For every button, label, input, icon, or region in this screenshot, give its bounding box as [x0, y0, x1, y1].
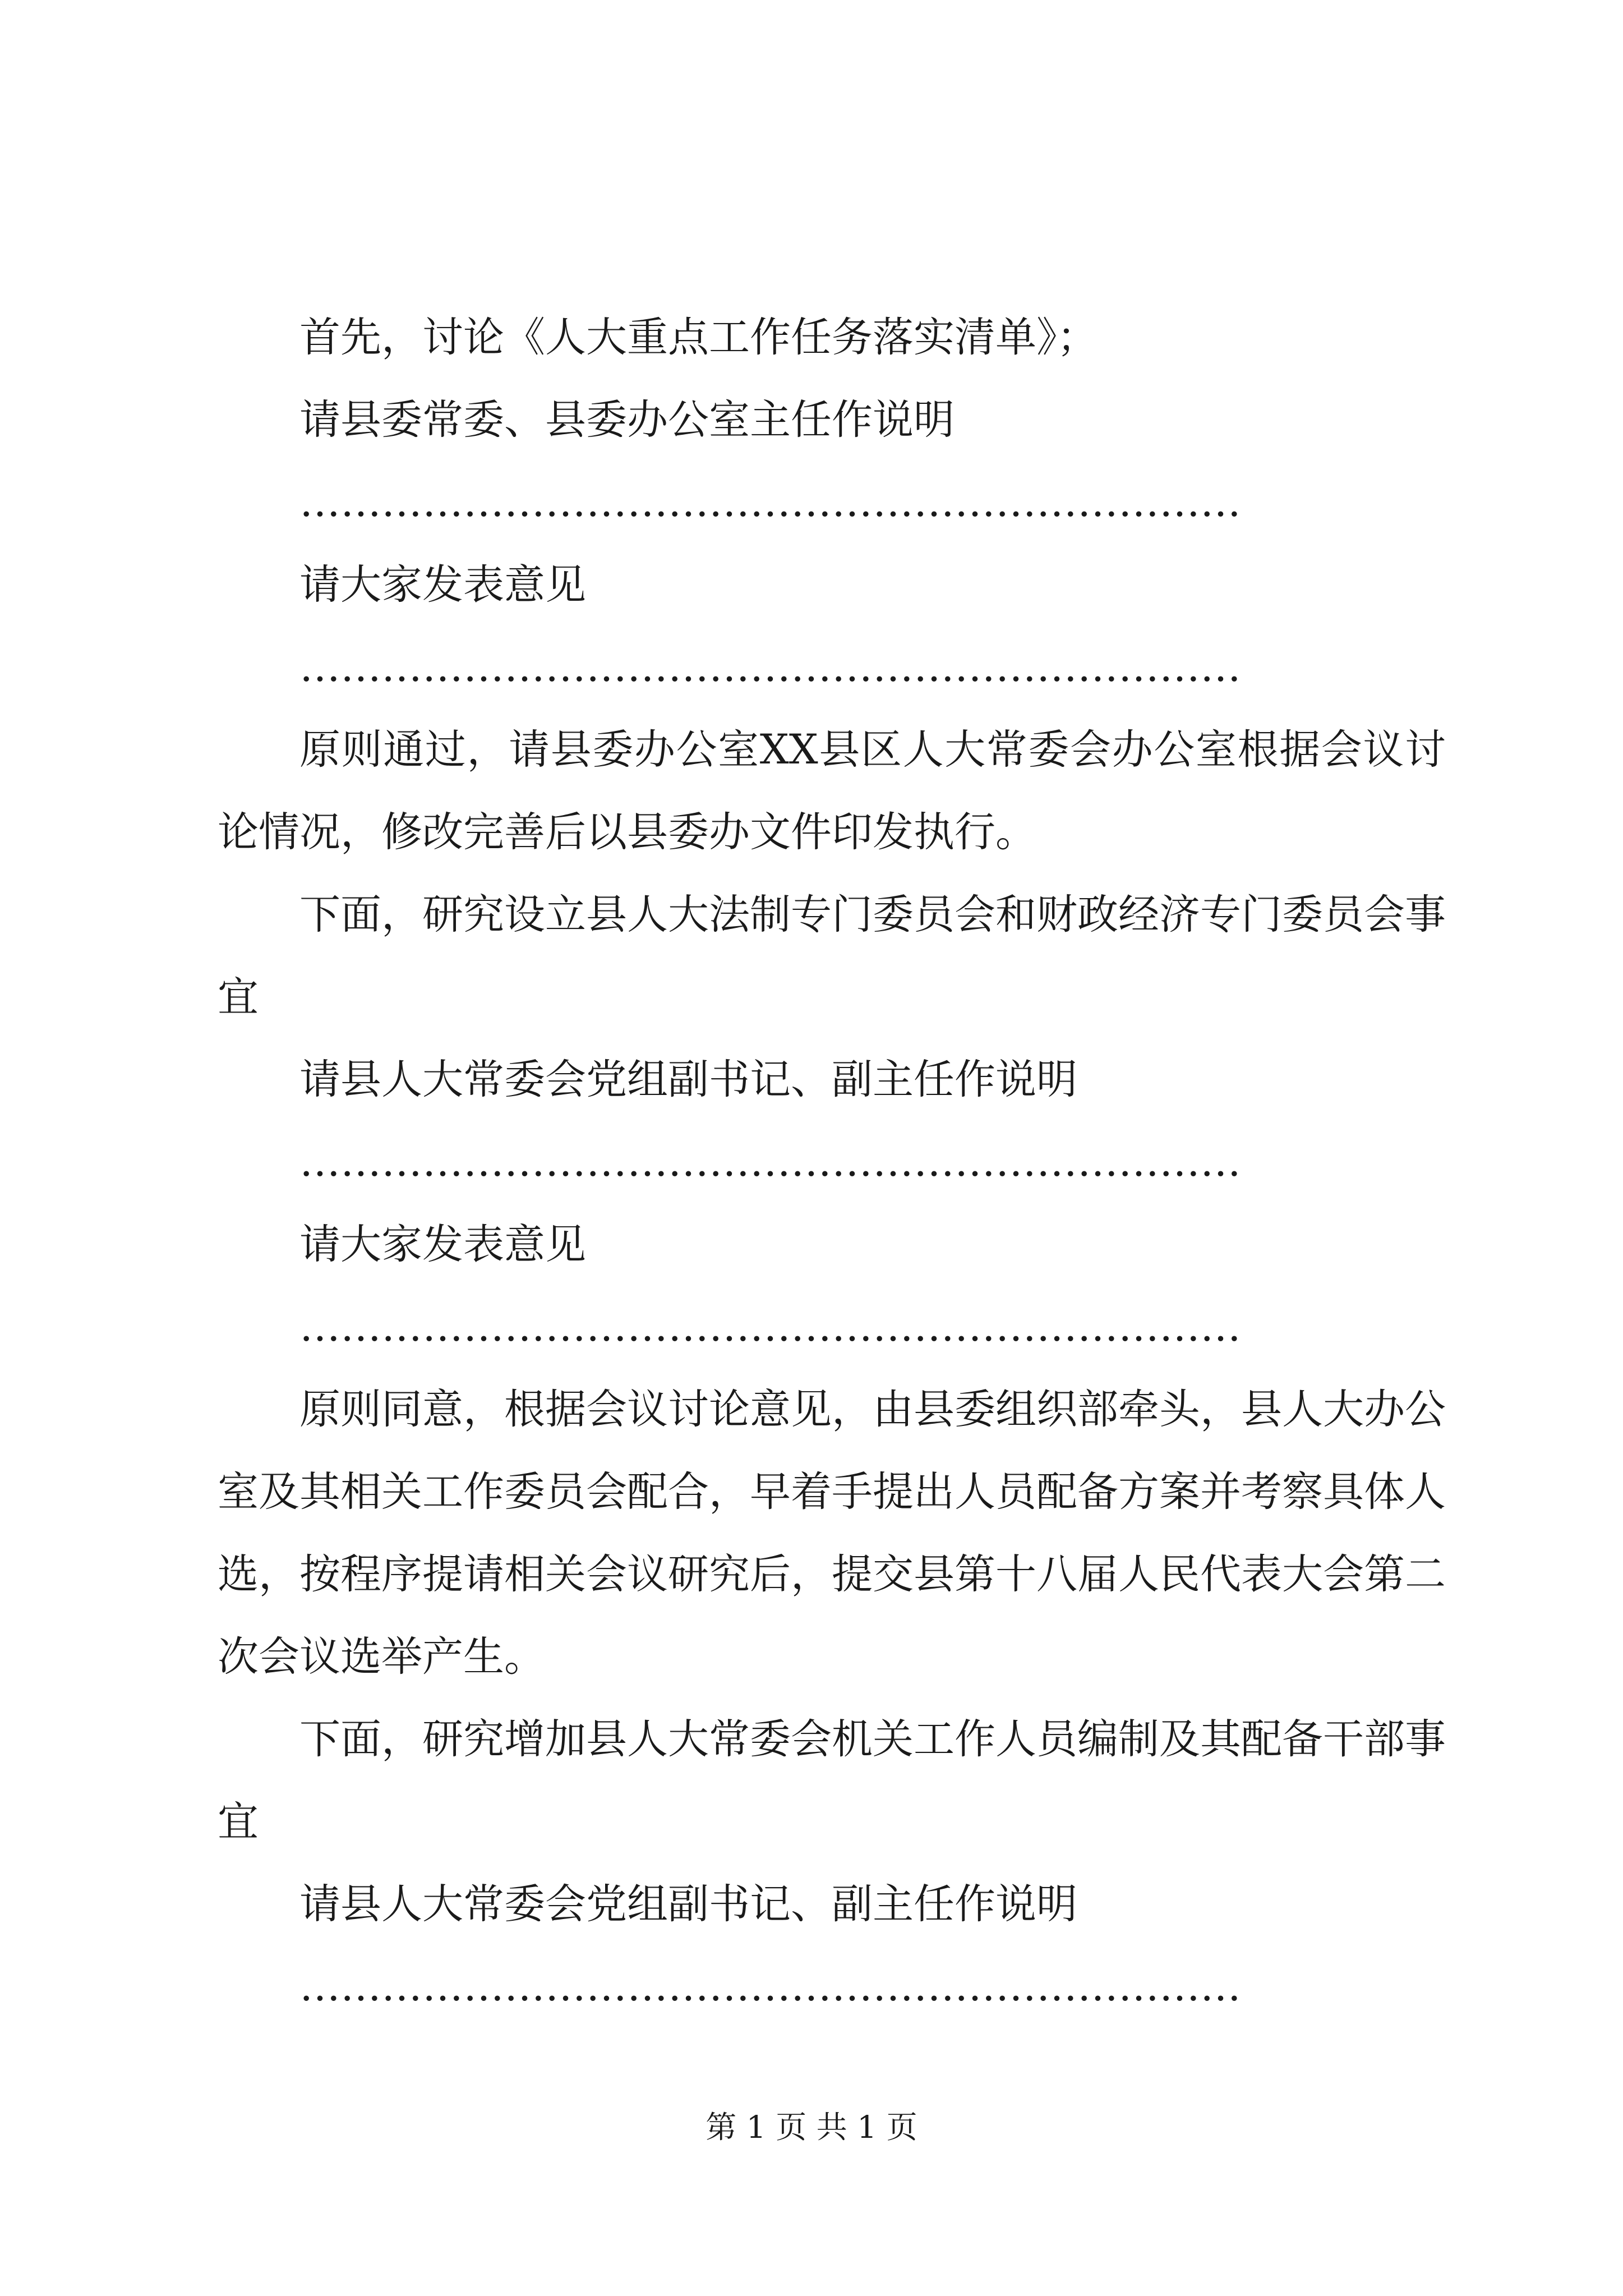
paragraph: 请县委常委、县委办公室主任作说明 [299, 396, 955, 444]
paragraph: 下面，研究增加县人大常委会机关工作人员编制及其配备干部事宜 [218, 1715, 1446, 1846]
paragraph: 原则同意，根据会议讨论意见，由县委组织部牵头，县人大办公室及其相关工作委员会配合，早着手提出人员配备方案并考察具体人选，按程序提请相关会议研究后，提交县第十八届人民代表大会第二次会议选举产生。 [218, 1386, 1446, 1681]
paragraph: 首先，讨论《人大重点工作任务落实清单》； [299, 314, 1098, 361]
ellipsis-line: …………………………………………………………… [299, 1303, 1241, 1351]
paragraph: 请大家发表意见 [299, 1221, 586, 1268]
paragraph: 请县人大常委会党组副书记、副主任作说明 [299, 1880, 1077, 1928]
paragraph: 原则通过，请县委办公室XX县区人大常委会办公室根据会议讨论情况，修改完善后以县委办文件印发执行。 [218, 726, 1446, 856]
paragraph: 请大家发表意见 [299, 561, 586, 609]
page-footer: 第 1 页 共 1 页 [706, 2109, 917, 2145]
ellipsis-line: …………………………………………………………… [299, 478, 1241, 526]
paragraph: 请县人大常委会党组副书记、副主任作说明 [299, 1056, 1077, 1103]
paragraph: 下面，研究设立县人大法制专门委员会和财政经济专门委员会事宜 [218, 891, 1446, 1021]
ellipsis-line: …………………………………………………………… [299, 643, 1241, 691]
ellipsis-line: …………………………………………………………… [299, 1138, 1241, 1186]
ellipsis-line: …………………………………………………………… [299, 1963, 1241, 2010]
document-body [218, 296, 1446, 2028]
